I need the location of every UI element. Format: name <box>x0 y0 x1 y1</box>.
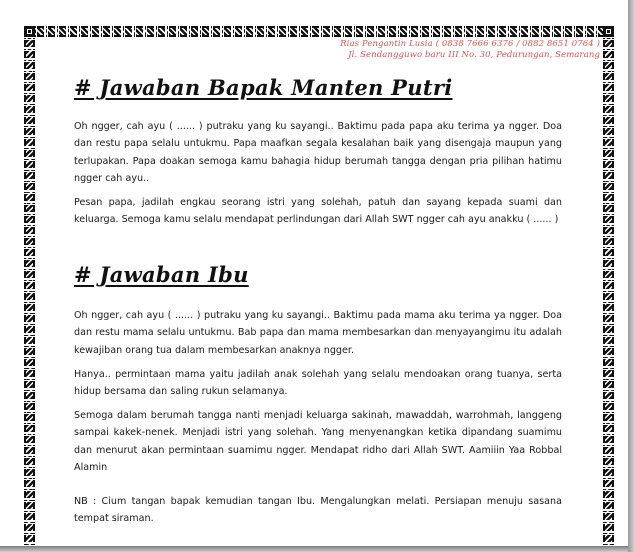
section-title-ibu: # Jawaban Ibu <box>74 262 249 287</box>
decorative-border-left <box>24 38 35 546</box>
paragraph-bapak-2: Pesan papa, jadilah engkau seorang istri yang solehah, patuh dan sayang kepada suami dan keluarga. Semoga kamu selalu mendapat perlindungan dari Allah SWT ngger cah ayu anakku ( ...... ) <box>74 197 562 226</box>
section-title-bapak: # Jawaban Bapak Manten Putri <box>74 75 453 100</box>
paragraph-ibu-1: Oh ngger, cah ayu ( ...... ) putraku yang ku sayangi.. Baktimu pada mama aku terima ya ngger. Doa dan restu mama selalu untukmu. Bab papa dan mama membesarkan dan menyayangimu itu adalah kewajiban orang tua dalam membesarkan anaknya ngger. <box>74 310 562 356</box>
border-corner-top-left <box>24 26 35 37</box>
decorative-border-right <box>603 38 614 546</box>
page-shadow-right <box>628 0 635 552</box>
paragraph-ibu-3: Semoga dalam berumah tangga nanti menjadi keluarga sakinah, mawaddah, warrohmah, langgeng sampai kakek-nenek. Menjadi istri yang solehah. Yang menyenangkan ketika dipandang suamimu dan menurut akan permintaan suamimu ngger. Mendapat ridho dari Allah SWT. Aamiiin Yaa Robbal Alamin <box>74 410 562 473</box>
paragraph-ibu-2: Hanya.. permintaan mama yaitu jadilah anak solehah yang selalu mendoakan orang tuanya, serta hidup bersama dan saling rukun selamanya. <box>74 369 562 398</box>
decorative-border-top <box>24 26 614 37</box>
paragraph-bapak-1: Oh ngger, cah ayu ( ...... ) putraku yang ku sayangi.. Baktimu pada papa aku terima ya ngger. Doa dan restu papa selalu untukmu. Papa maafkan segala kesalahan baik yang disengaja maupun yang terlupakan. Papa doakan semoga kamu bahagia hidup berumah tangga dengan pria pilihan hatimu ngger cah ayu.. <box>74 121 562 184</box>
header-contact-line: Rias Pengantin Lusia ( 0838 7666 6376 / 0882 8651 0764 ) <box>340 39 600 49</box>
header-address-line: Jl. Sendangguwo baru III No. 30, Pedurungan, Semarang <box>348 50 600 60</box>
note-paragraph: NB : Cium tangan bapak kemudian tangan Ibu. Mengalungkan melati. Persiapan menuju sasana tempat siraman. <box>74 496 562 525</box>
border-corner-top-right <box>603 26 614 37</box>
page-shadow-bottom <box>0 546 635 552</box>
